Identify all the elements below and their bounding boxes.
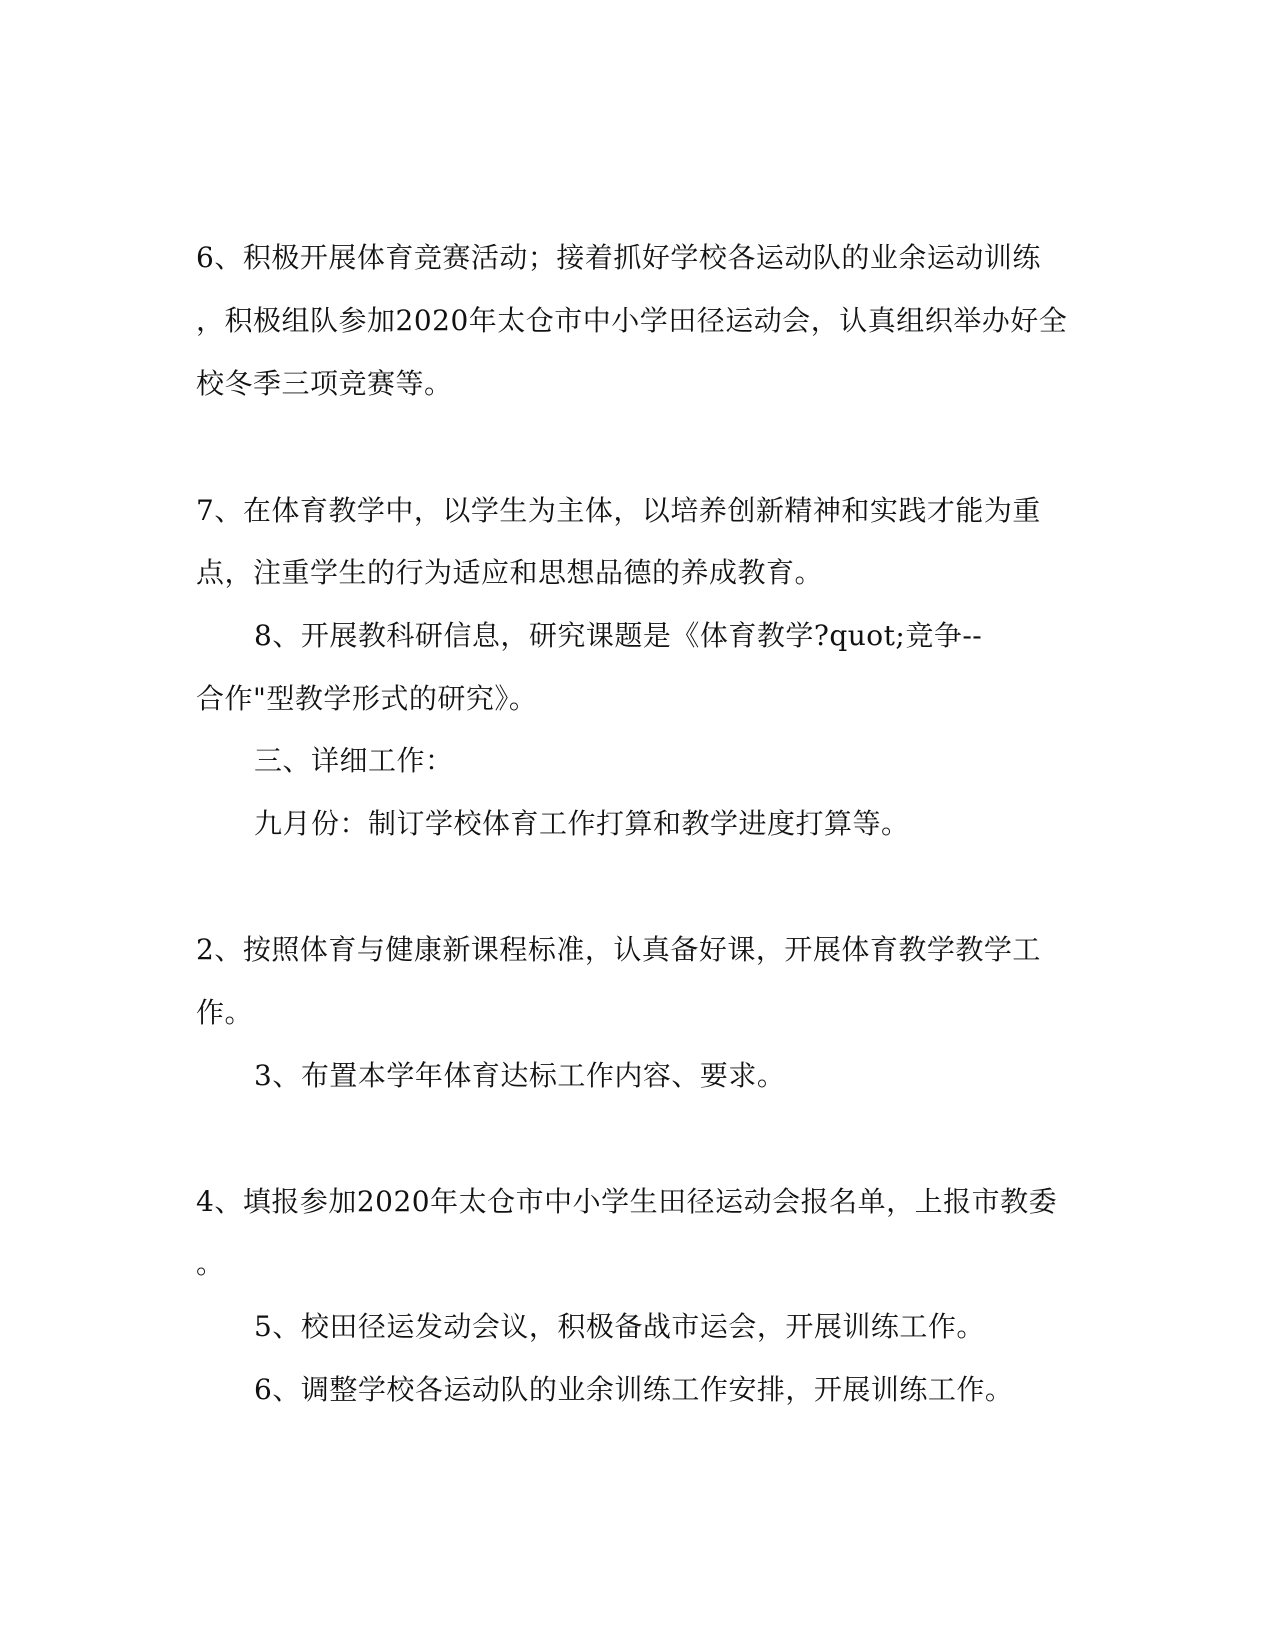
item-6: 6、调整学校各运动队的业余训练工作安排，开展训练工作。 — [254, 1373, 1014, 1406]
item-2-line-2: 作。 — [196, 996, 254, 1029]
item-2-line-1: 2、按照体育与健康新课程标准，认真备好课，开展体育教学教学工 — [196, 933, 1041, 966]
section-heading-3: 三、详细工作： — [254, 744, 454, 777]
item-4-line-1: 4、填报参加2020年太仓市中小学生田径运动会报名单，上报市教委 — [196, 1185, 1058, 1218]
paragraph-6-line-3: 校冬季三项竞赛等。 — [196, 367, 453, 400]
item-4-line-2: 。 — [196, 1247, 225, 1280]
paragraph-8-line-1: 8、开展教科研信息，研究课题是《体育教学?quot;竞争-- — [254, 619, 983, 652]
paragraph-8-line-2: 合作"型教学形式的研究》。 — [196, 682, 538, 715]
paragraph-6-line-2: ，积极组队参加2020年太仓市中小学田径运动会，认真组织举办好全 — [196, 304, 1068, 337]
september-paragraph: 九月份：制订学校体育工作打算和教学进度打算等。 — [254, 807, 910, 840]
paragraph-7-line-1: 7、在体育教学中，以学生为主体，以培养创新精神和实践才能为重 — [196, 494, 1041, 527]
paragraph-6-line-1: 6、积极开展体育竞赛活动；接着抓好学校各运动队的业余运动训练 — [196, 241, 1041, 274]
paragraph-7-line-2: 点，注重学生的行为适应和思想品德的养成教育。 — [196, 556, 824, 589]
item-3: 3、布置本学年体育达标工作内容、要求。 — [254, 1059, 786, 1092]
item-5: 5、校田径运发动会议，积极备战市运会，开展训练工作。 — [254, 1310, 985, 1343]
